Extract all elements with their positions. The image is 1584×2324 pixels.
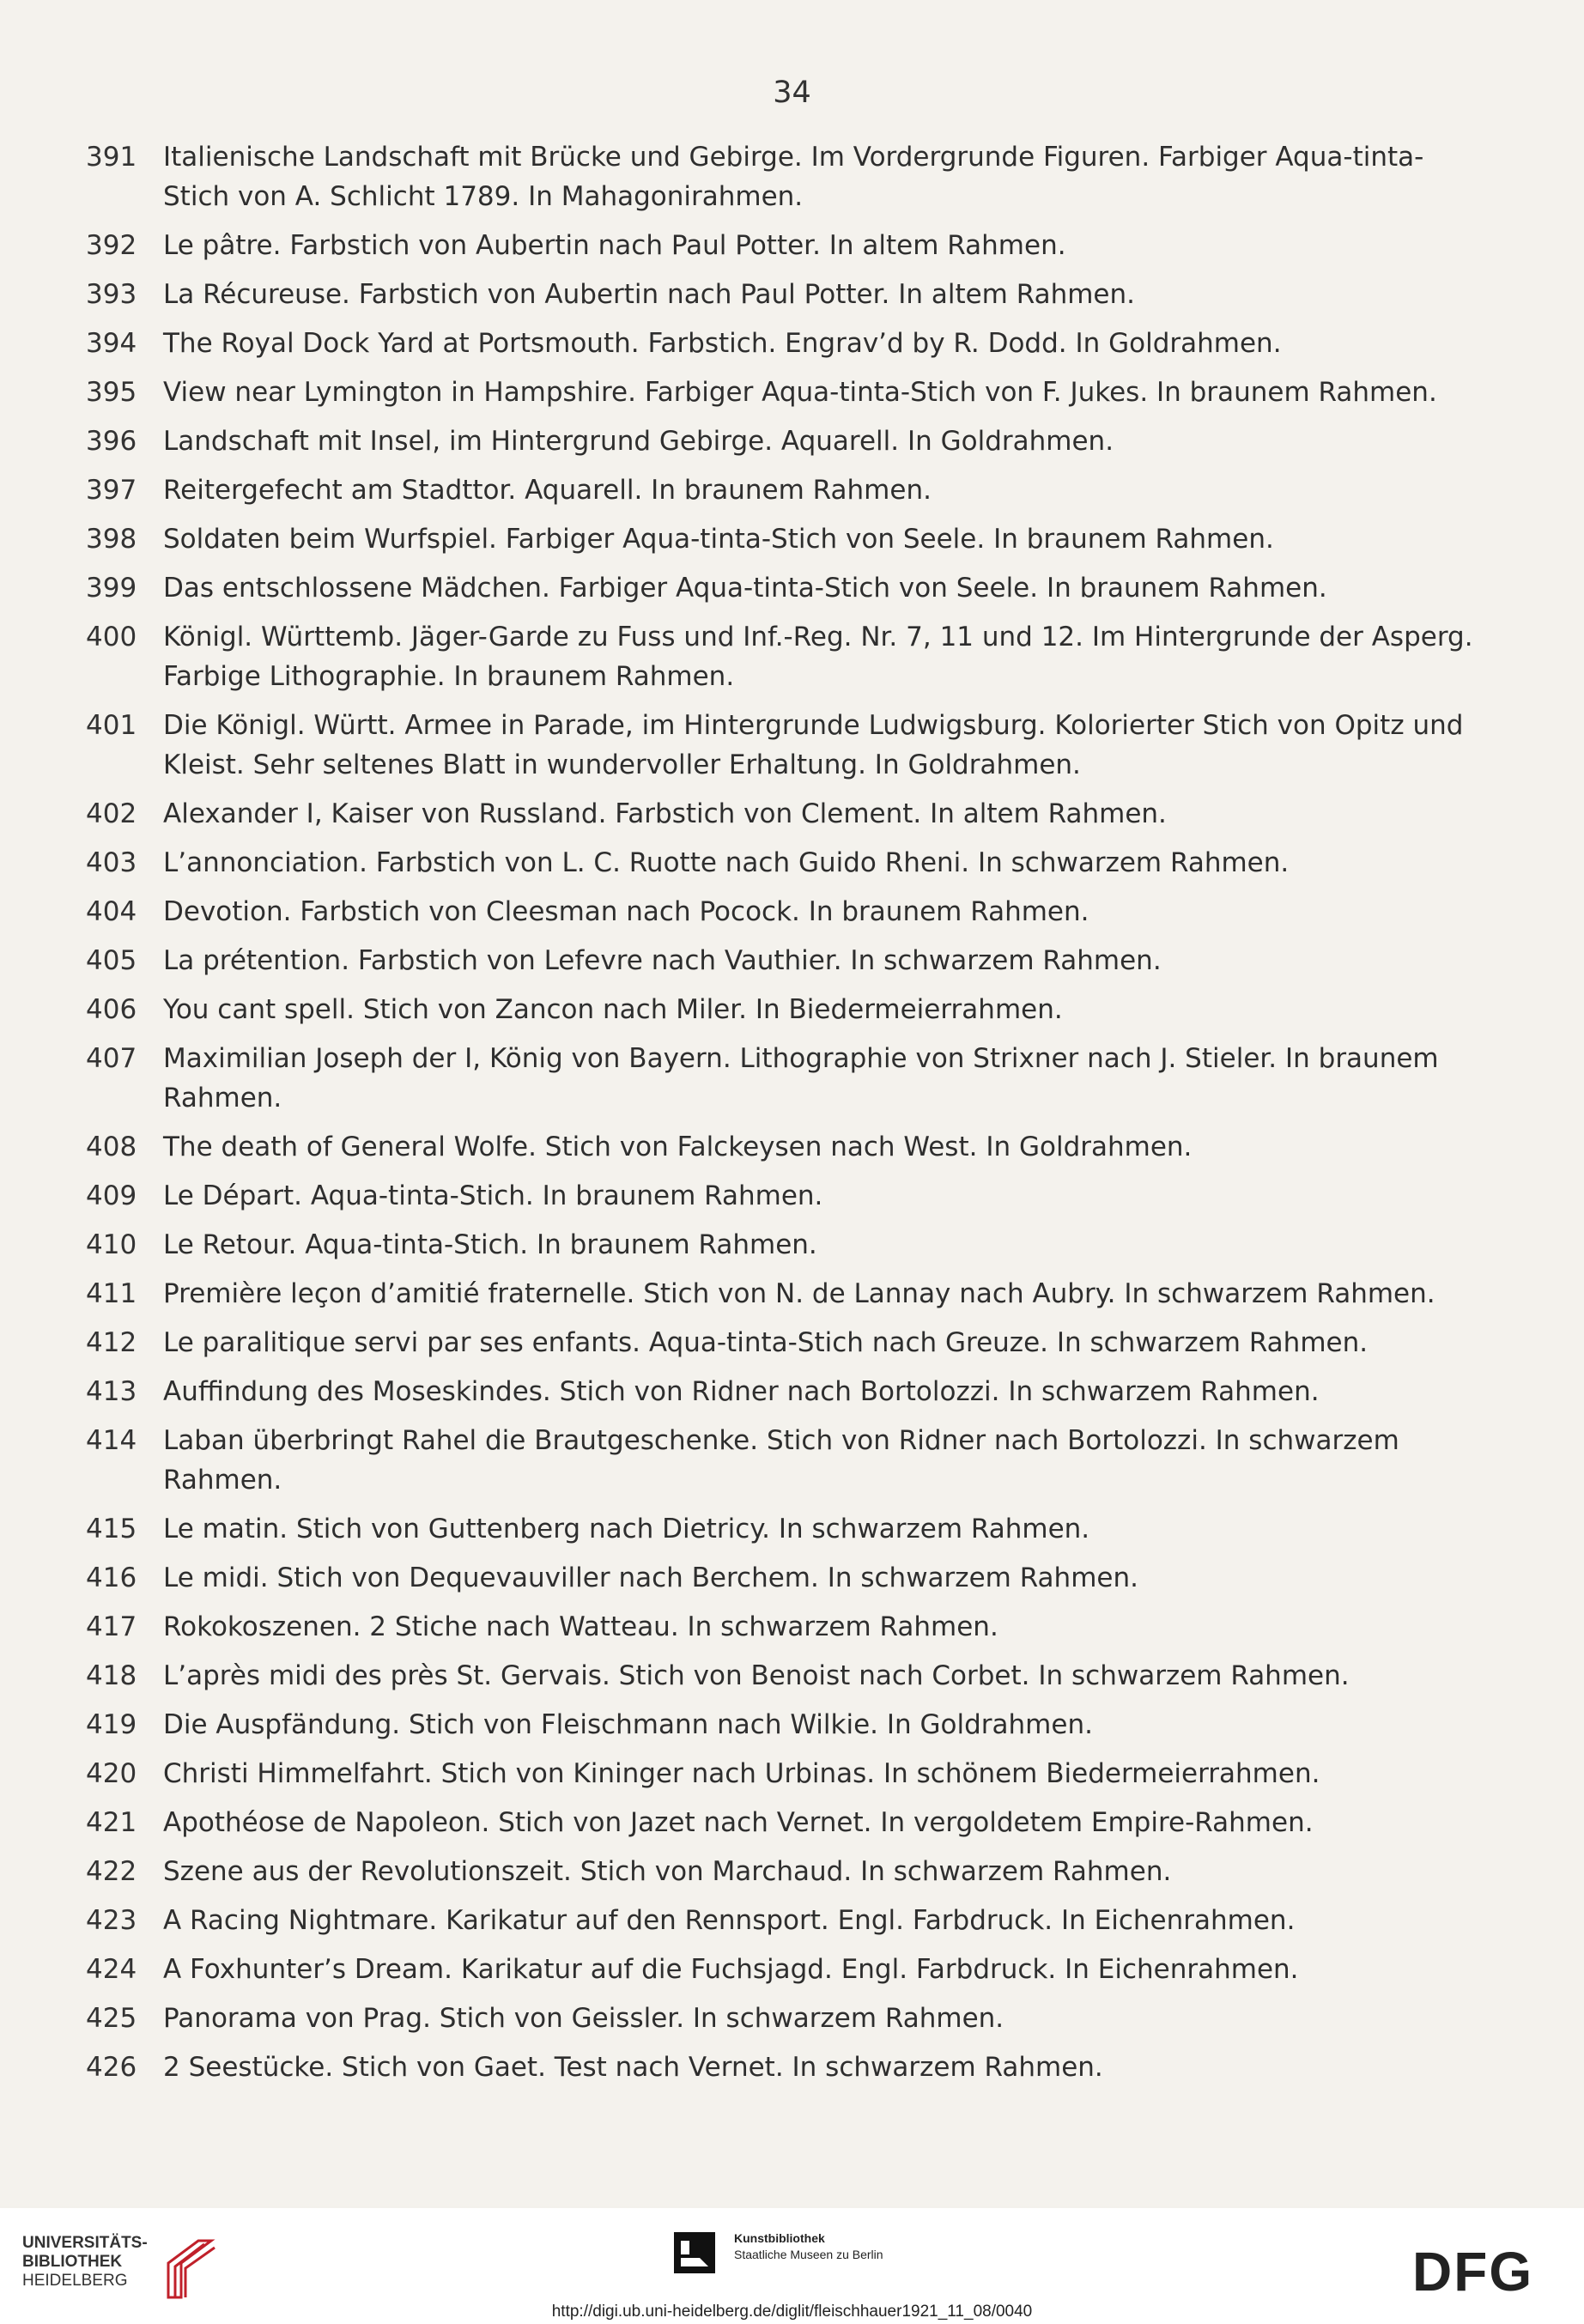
catalog-entry [86,617,1485,696]
catalog-entry [86,519,1485,559]
entry-description: View near Lymington in Hampshire. Farbiger Aqua-tinta-Stich von F. Jukes. In braunem Rahmen. [163,377,1437,408]
catalog-entry [86,1509,1485,1549]
entry-description: Die Auspfändung. Stich von Fleischmann nach Wilkie. In Goldrahmen. [163,1709,1093,1740]
catalog-entry [86,1176,1485,1216]
entry-description: Apothéose de Napoleon. Stich von Jazet nach Vernet. In vergoldetem Empire-Rahmen. [163,1807,1314,1838]
entry-description: The Royal Dock Yard at Portsmouth. Farbstich. Engrav’d by R. Dodd. In Goldrahmen. [163,328,1282,359]
catalog-entry [86,1950,1485,1989]
catalog-entry [86,324,1485,363]
entry-number: 391 [86,142,137,173]
entry-number: 418 [86,1660,137,1691]
entry-description: Die Königl. Württ. Armee in Parade, im Hintergrunde Ludwigsburg. Kolorierter Stich von Opitz und Kleist. Sehr seltenes Blatt in wundervoller Erhaltung. In Goldrahmen. [163,710,1464,780]
catalog-entry [86,1901,1485,1940]
entry-number: 422 [86,1856,137,1887]
entry-number: 408 [86,1132,137,1162]
catalog-entry [86,1558,1485,1598]
catalog-entry [86,1274,1485,1314]
entry-description: Rokokoszenen. 2 Stiche nach Watteau. In schwarzem Rahmen. [163,1611,998,1642]
entry-description: 2 Seestücke. Stich von Gaet. Test nach Vernet. In schwarzem Rahmen. [163,2052,1103,2083]
catalog-entry [86,1225,1485,1265]
entry-description: Le midi. Stich von Dequevauviller nach Berchem. In schwarzem Rahmen. [163,1562,1138,1593]
entry-number: 395 [86,377,137,408]
kb-line-2: Staatliche Museen zu Berlin [734,2248,883,2261]
entry-description: La Récureuse. Farbstich von Aubertin nach Paul Potter. In altem Rahmen. [163,279,1135,310]
entry-number: 426 [86,2052,137,2083]
entry-description: Devotion. Farbstich von Cleesman nach Pocock. In braunem Rahmen. [163,896,1089,927]
catalog-entry [86,1127,1485,1167]
catalog-entry [86,568,1485,608]
entry-number: 405 [86,945,137,976]
entry-number: 396 [86,426,137,457]
kb-line-1: Kunstbibliothek [734,2231,825,2245]
catalog-entry [86,990,1485,1029]
entry-description: Soldaten beim Wurfspiel. Farbiger Aqua-tinta-Stich von Seele. In braunem Rahmen. [163,524,1274,555]
entry-number: 393 [86,279,137,310]
entry-number: 407 [86,1043,137,1074]
entry-description: Christi Himmelfahrt. Stich von Kininger nach Urbinas. In schönem Biedermeierrahmen. [163,1758,1320,1789]
viewer-footer [0,2208,1584,2324]
entry-description: Königl. Württemb. Jäger-Garde zu Fuss und Inf.-Reg. Nr. 7, 11 und 12. Im Hintergrunde der Asperg. Farbige Lithographie. In braunem Rahmen. [163,622,1473,692]
entry-number: 424 [86,1954,137,1985]
ub-line-2: BIBLIOTHEK [22,2253,123,2271]
catalog-entry [86,843,1485,883]
catalog-entry [86,1852,1485,1891]
entry-number: 394 [86,328,137,359]
catalog-entry [86,373,1485,412]
catalog-entry [86,892,1485,931]
dfg-logo[interactable] [1412,2246,1567,2297]
entry-number: 404 [86,896,137,927]
entry-description: Auffindung des Moseskindes. Stich von Ridner nach Bortolozzi. In schwarzem Rahmen. [163,1376,1320,1407]
kunstbibliothek-logo[interactable] [674,2225,949,2277]
entry-description: Italienische Landschaft mit Brücke und Gebirge. Im Vordergrunde Figuren. Farbiger Aqua-tinta-Stich von A. Schlicht 1789. In Mahagonirahmen. [163,142,1424,212]
entry-number: 397 [86,475,137,506]
catalog-entry [86,2048,1485,2087]
entry-description: A Racing Nightmare. Karikatur auf den Rennsport. Engl. Farbdruck. In Eichenrahmen. [163,1905,1296,1936]
kunstbibliothek-emblem-icon [674,2232,715,2273]
entry-number: 410 [86,1229,137,1260]
entry-number: 406 [86,994,137,1025]
catalog-entry [86,1421,1485,1500]
catalog-entry [86,275,1485,314]
entry-description: L’après midi des près St. Gervais. Stich von Benoist nach Corbet. In schwarzem Rahmen. [163,1660,1350,1691]
catalog-entry [86,706,1485,785]
entry-number: 412 [86,1327,137,1358]
entry-number: 414 [86,1425,137,1456]
catalog-entry [86,1754,1485,1793]
catalog-entry [86,1372,1485,1411]
entry-description: Reitergefecht am Stadttor. Aquarell. In braunem Rahmen. [163,475,932,506]
ub-heidelberg-wordmark [22,2234,148,2291]
page-number: 34 [773,76,811,110]
catalog-entry [86,1039,1485,1118]
catalog-entry [86,470,1485,510]
entry-number: 416 [86,1562,137,1593]
entry-number: 398 [86,524,137,555]
ub-line-1: UNIVERSITÄTS- [22,2234,148,2252]
catalog-entry [86,137,1485,216]
ub-heidelberg-emblem-icon [160,2237,220,2299]
catalog-entry [86,1803,1485,1842]
catalog-entry [86,1999,1485,2038]
entry-description: Panorama von Prag. Stich von Geissler. In schwarzem Rahmen. [163,2003,1004,2034]
permalink-url[interactable]: http://digi.ub.uni-heidelberg.de/diglit/fleischhauer1921_11_08/0040 [551,2303,1033,2321]
entry-description: La prétention. Farbstich von Lefevre nach Vauthier. In schwarzem Rahmen. [163,945,1162,976]
catalog-entries [86,137,1485,2096]
entry-number: 409 [86,1180,137,1211]
catalog-entry [86,794,1485,834]
entry-number: 421 [86,1807,137,1838]
entry-description: Le paralitique servi par ses enfants. Aqua-tinta-Stich nach Greuze. In schwarzem Rahmen. [163,1327,1369,1358]
entry-number: 419 [86,1709,137,1740]
entry-description: Alexander I, Kaiser von Russland. Farbstich von Clement. In altem Rahmen. [163,798,1167,829]
ub-line-3: HEIDELBERG [22,2272,128,2290]
entry-number: 403 [86,847,137,878]
entry-number: 411 [86,1278,137,1309]
entry-description: Szene aus der Revolutionszeit. Stich von Marchaud. In schwarzem Rahmen. [163,1856,1172,1887]
catalog-entry [86,226,1485,265]
catalog-entry [86,1323,1485,1362]
entry-description: Le Départ. Aqua-tinta-Stich. In braunem Rahmen. [163,1180,823,1211]
entry-description: A Foxhunter’s Dream. Karikatur auf die Fuchsjagd. Engl. Farbdruck. In Eichenrahmen. [163,1954,1299,1985]
catalog-entry [86,1705,1485,1745]
entry-description: Landschaft mit Insel, im Hintergrund Gebirge. Aquarell. In Goldrahmen. [163,426,1114,457]
catalog-entry [86,1656,1485,1696]
entry-description: Maximilian Joseph der I, König von Bayern. Lithographie von Strixner nach J. Stieler. In braunem Rahmen. [163,1043,1439,1113]
entry-number: 400 [86,622,137,652]
entry-number: 401 [86,710,137,741]
entry-description: The death of General Wolfe. Stich von Falckeysen nach West. In Goldrahmen. [163,1132,1193,1162]
entry-description: Das entschlossene Mädchen. Farbiger Aqua-tinta-Stich von Seele. In braunem Rahmen. [163,573,1327,604]
entry-number: 420 [86,1758,137,1789]
entry-number: 425 [86,2003,137,2034]
entry-number: 402 [86,798,137,829]
catalog-entry [86,941,1485,980]
catalog-entry [86,1607,1485,1647]
entry-number: 413 [86,1376,137,1407]
entry-number: 417 [86,1611,137,1642]
dfg-wordmark: DFG [1412,2246,1534,2297]
entry-number: 415 [86,1514,137,1544]
entry-number: 392 [86,230,137,261]
entry-description: Le Retour. Aqua-tinta-Stich. In braunem Rahmen. [163,1229,817,1260]
entry-description: You cant spell. Stich von Zancon nach Miler. In Biedermeierrahmen. [163,994,1063,1025]
entry-description: Première leçon d’amitié fraternelle. Stich von N. de Lannay nach Aubry. In schwarzem Rahmen. [163,1278,1435,1309]
entry-description: Le pâtre. Farbstich von Aubertin nach Paul Potter. In altem Rahmen. [163,230,1066,261]
entry-number: 399 [86,573,137,604]
catalog-entry [86,422,1485,461]
entry-description: L’annonciation. Farbstich von L. C. Ruotte nach Guido Rheni. In schwarzem Rahmen. [163,847,1290,878]
entry-description: Laban überbringt Rahel die Brautgeschenke. Stich von Ridner nach Bortolozzi. In schwarzem Rahmen. [163,1425,1399,1496]
entry-description: Le matin. Stich von Guttenberg nach Dietricy. In schwarzem Rahmen. [163,1514,1090,1544]
kunstbibliothek-wordmark [734,2230,883,2263]
entry-number: 423 [86,1905,137,1936]
ub-heidelberg-logo[interactable] [22,2234,246,2303]
